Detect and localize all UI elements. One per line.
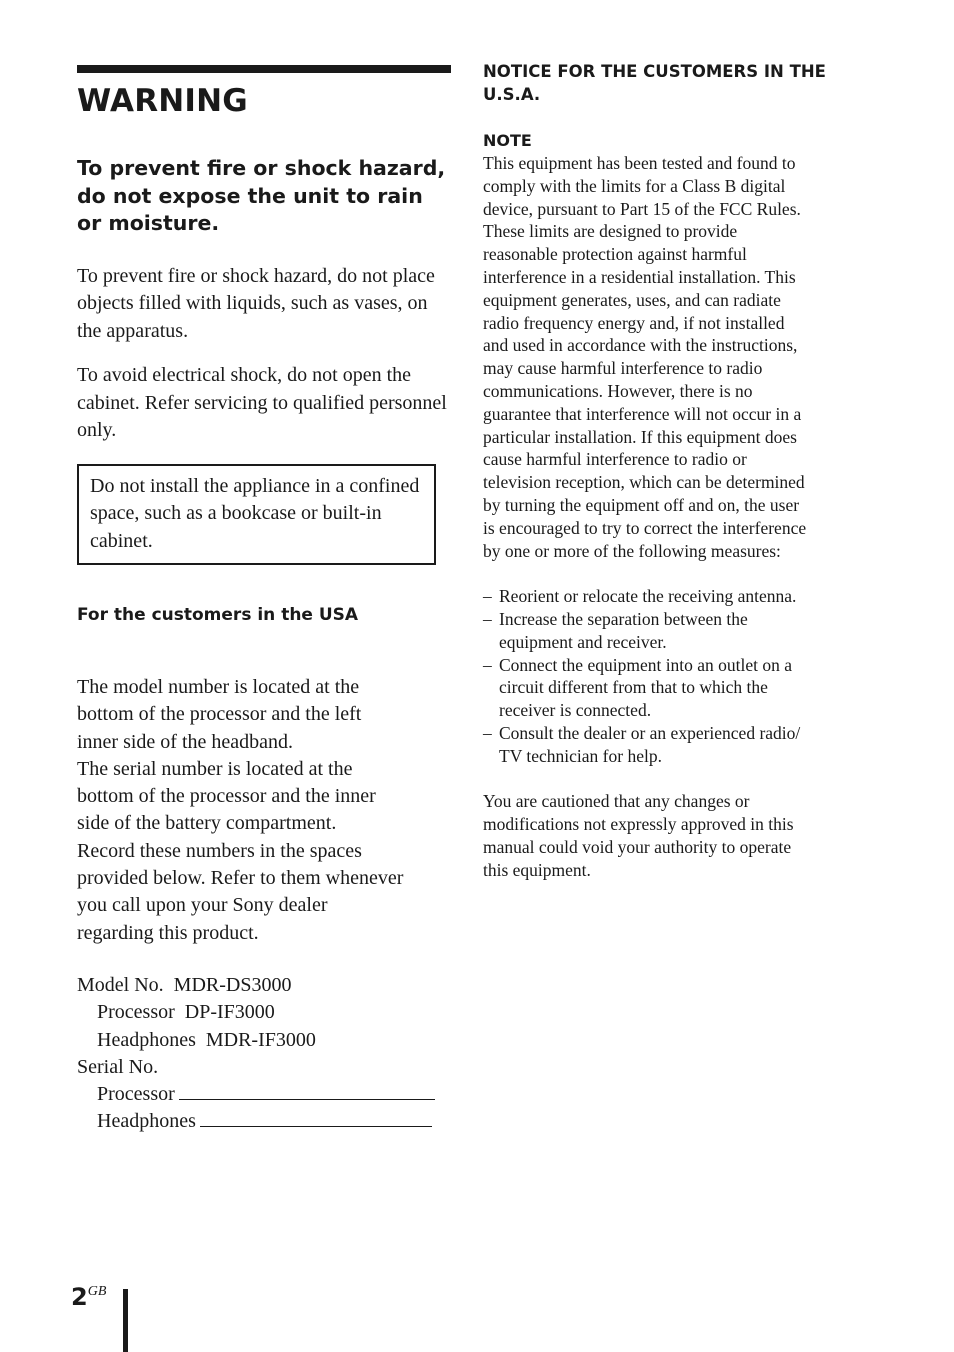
right-column (483, 60, 863, 882)
caution-line: manual could void your authority to operate (483, 836, 792, 857)
processor-model: Processor DP-IF3000 (97, 1001, 275, 1024)
location-line: regarding this product. (77, 921, 259, 944)
dash-bullet: – (483, 654, 492, 675)
dash-bullet: – (483, 608, 492, 629)
caution-line: modifications not expressly approved in this (483, 814, 794, 835)
note-line: may cause harmful interference to radio (483, 358, 763, 379)
dash-bullet: – (483, 586, 492, 607)
installation-notice-box: Do not install the appliance in a confined space, such as a bookcase or built-in cabinet. (77, 464, 436, 566)
caution-line: this equipment. (483, 859, 591, 880)
note-line: is encouraged to try to correct the interference (483, 517, 807, 538)
page-number (71, 1283, 106, 1311)
location-line: side of the battery compartment. (77, 812, 337, 835)
liquids-warning: To prevent fire or shock hazard, do not place objects filled with liquids, such as vases, on the apparatus. (77, 264, 435, 342)
note-line: interference in a residential installation. This (483, 266, 796, 287)
model-serial-list (77, 972, 451, 1136)
measures-list (483, 585, 863, 767)
note-line: comply with the limits for a Class B digital (483, 175, 786, 196)
note-line: and used in accordance with the instructions, (483, 335, 798, 356)
dash-bullet: – (483, 722, 492, 743)
serial-headphones-row (77, 1108, 451, 1135)
serial-headphones-blank (200, 1125, 432, 1127)
note-line: This equipment has been tested and found to (483, 153, 796, 173)
note-line: device, pursuant to Part 15 of the FCC Rules. (483, 198, 801, 219)
location-line: The model number is located at the (77, 676, 360, 698)
measure-line: equipment and receiver. (499, 631, 667, 652)
headphones-model: Headphones MDR-IF3000 (97, 1028, 316, 1051)
note-line: guarantee that interference will not occur in a (483, 403, 802, 424)
location-line: The serial number is located at the (77, 757, 353, 780)
note-line: particular installation. If this equipment does (483, 426, 797, 447)
caution-paragraph (483, 790, 863, 881)
measure-line: Reorient or relocate the receiving antenna. (499, 586, 797, 607)
warning-subheading: To prevent fire or shock hazard, do not expose the unit to rain or moisture. (77, 156, 446, 235)
left-column (77, 65, 451, 1136)
measure-item (483, 608, 863, 654)
measure-line: Connect the equipment into an outlet on a (499, 654, 793, 675)
measure-line: Consult the dealer or an experienced radio/ (499, 722, 801, 743)
note-line: equipment generates, uses, and can radiate (483, 289, 781, 310)
note-line: by turning the equipment off and on, the user (483, 494, 800, 515)
note-line: radio frequency energy and, if not installed (483, 312, 785, 333)
caution-line: You are cautioned that any changes or (483, 791, 750, 812)
note-line: television reception, which can be determined (483, 472, 805, 493)
location-line: bottom of the processor and the inner (77, 785, 376, 808)
margin-bar (123, 1289, 128, 1352)
fcc-notice-heading: NOTICE FOR THE CUSTOMERS IN THE U.S.A. (483, 62, 826, 104)
note-line: reasonable protection against harmful (483, 244, 747, 265)
note-line: These limits are designed to provide (483, 221, 738, 242)
shock-warning: To avoid electrical shock, do not open the cabinet. Refer servicing to qualified personnel only. (77, 364, 447, 441)
model-number: Model No. MDR-DS3000 (77, 973, 292, 996)
note-line: cause harmful interference to radio or (483, 449, 747, 470)
location-line: provided below. Refer to them whenever (77, 867, 404, 890)
location-line: Record these numbers in the spaces (77, 839, 362, 862)
measure-line: Increase the separation between the (499, 608, 748, 629)
measure-line: receiver is connected. (499, 700, 652, 721)
serial-processor-label: Processor (97, 1083, 175, 1106)
number-location-text (77, 674, 451, 947)
location-line: inner side of the headband. (77, 730, 294, 753)
note-line: by one or more of the following measures: (483, 540, 781, 561)
note-line: communications. However, there is no (483, 380, 753, 401)
measure-item (483, 722, 863, 768)
measure-item (483, 585, 863, 608)
serial-number-label: Serial No. (77, 1055, 159, 1078)
usa-heading: For the customers in the USA (77, 605, 359, 625)
serial-processor-blank (179, 1098, 435, 1100)
note-body (483, 152, 863, 562)
note-label: NOTE (483, 131, 532, 150)
serial-headphones-label: Headphones (97, 1110, 196, 1133)
page-locale-suffix: GB (87, 1284, 107, 1299)
serial-processor-row (77, 1081, 451, 1108)
warning-title: WARNING (77, 83, 248, 119)
measure-line: TV technician for help. (499, 745, 662, 766)
measure-item (483, 654, 863, 722)
title-rule (77, 65, 451, 73)
location-line: you call upon your Sony dealer (77, 894, 328, 917)
page-number-digit: 2 (71, 1283, 88, 1311)
location-line: bottom of the processor and the left (77, 703, 362, 726)
measure-line: circuit different from that to which the (499, 677, 768, 698)
